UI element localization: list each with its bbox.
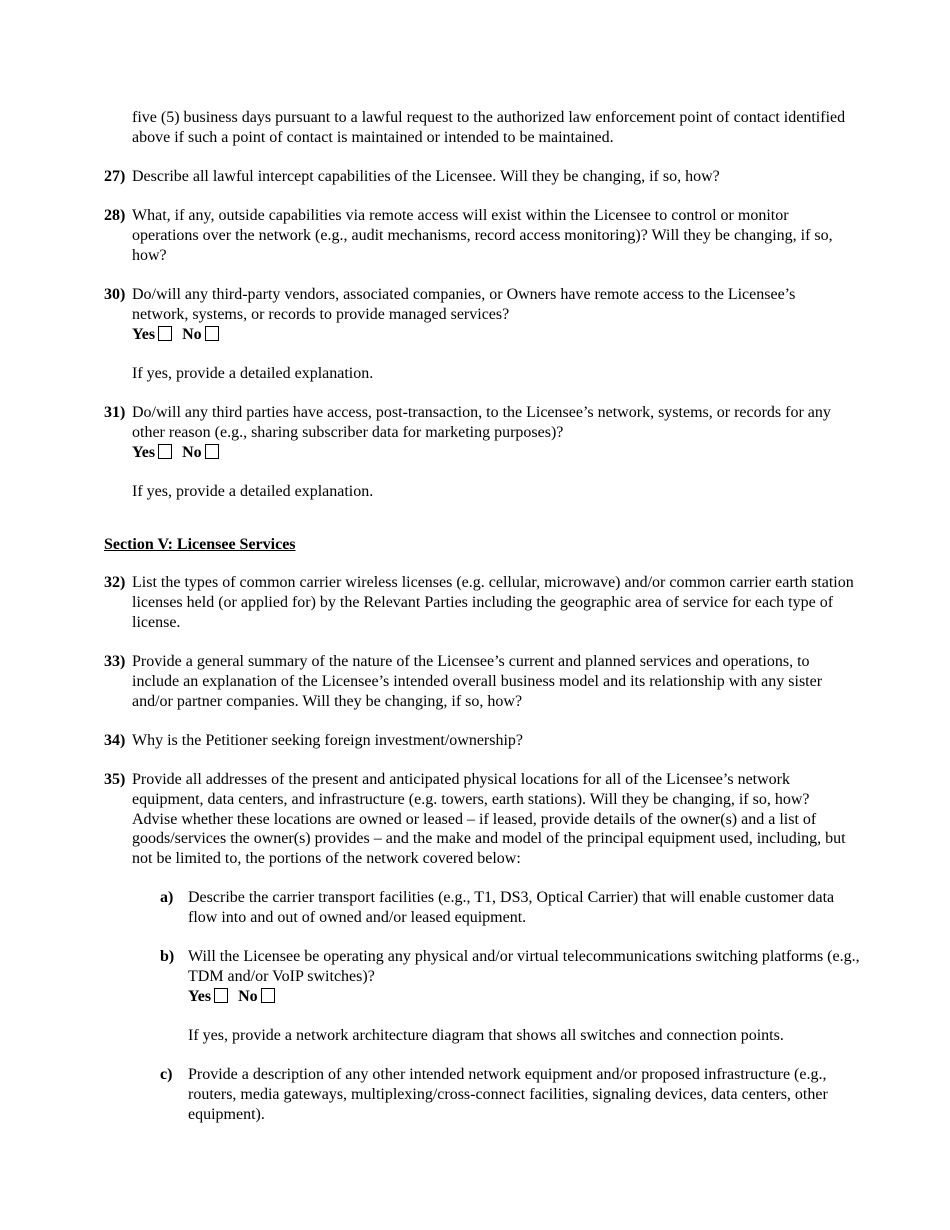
question-text: Provide a general summary of the nature of the Licensee’s current and planned services and operations, to include an explanation of the Licensee’s intended overall business model and its relationship with any sister and/or partner companies. Will they be changing, if so, how? — [132, 653, 823, 710]
question-text: Do/will any third-party vendors, associated companies, or Owners have remote access to the Licensee’s network, systems, or records to provide managed services? — [132, 286, 796, 323]
no-label: No — [182, 325, 202, 343]
yes-label: Yes — [188, 987, 212, 1005]
intro-paragraph: five (5) business days pursuant to a lawful request to the authorized law enforcement point of contact identified above if such a point of contact is maintained or intended to be maintained. — [132, 109, 846, 146]
subquestion-text: Describe the carrier transport facilities (e.g., T1, DS3, Optical Carrier) that will enable customer data flow into and out of owned and/or leased equipment. — [188, 889, 835, 926]
yes-label: Yes — [132, 325, 156, 343]
subquestion-letter: a) — [160, 889, 174, 906]
yes-no-choice — [188, 987, 860, 1007]
subquestion-text: Will the Licensee be operating any physical and/or virtual telecommunications switching platforms (e.g., TDM and/or VoIP switches)? — [188, 948, 860, 985]
subquestion-letter: c) — [160, 1066, 173, 1083]
section-heading: Section V: Licensee Services — [104, 536, 296, 553]
question-text: Why is the Petitioner seeking foreign investment/ownership? — [132, 732, 524, 749]
yes-no-choice — [132, 443, 854, 463]
question-31 — [104, 403, 854, 502]
subquestion-text: Provide a description of any other intended network equipment and/or proposed infrastructure (e.g., routers, media gateways, multiplexing/cross-connect facilities, signaling devices, data centers, other equipment). — [188, 1066, 828, 1123]
question-number: 30) — [104, 286, 126, 303]
subquestion-letter: b) — [160, 948, 175, 965]
yes-label: Yes — [132, 443, 156, 461]
followup-text: If yes, provide a network architecture diagram that shows all switches and connection points. — [188, 1027, 784, 1045]
question-27 — [104, 167, 854, 187]
question-number: 35) — [104, 771, 126, 788]
subquestion-a — [160, 888, 860, 928]
question-text: List the types of common carrier wireless licenses (e.g. cellular, microwave) and/or common carrier earth station licenses held (or applied for) by the Relevant Parties including the geographic area of service for each type of license. — [132, 574, 854, 631]
no-label: No — [182, 443, 202, 461]
question-text: What, if any, outside capabilities via remote access will exist within the Licensee to control or monitor operations over the network (e.g., audit mechanisms, record access monitoring)? Will they be changing, if so, how? — [132, 207, 833, 264]
question-number: 31) — [104, 404, 126, 421]
no-checkbox[interactable] — [261, 988, 275, 1003]
no-checkbox[interactable] — [205, 444, 219, 459]
question-number: 33) — [104, 653, 126, 670]
question-number: 32) — [104, 574, 126, 591]
no-label: No — [238, 987, 258, 1005]
question-text: Do/will any third parties have access, post-transaction, to the Licensee’s network, systems, or records for any other reason (e.g., sharing subscriber data for marketing purposes)? — [132, 404, 831, 441]
question-33 — [104, 652, 854, 711]
question-number: 34) — [104, 732, 126, 749]
question-number: 27) — [104, 168, 126, 185]
question-35 — [104, 770, 854, 869]
yes-checkbox[interactable] — [214, 988, 228, 1003]
subquestion-b — [160, 947, 860, 1046]
question-32 — [104, 573, 854, 632]
yes-checkbox[interactable] — [158, 444, 172, 459]
question-number: 28) — [104, 207, 126, 224]
followup-text: If yes, provide a detailed explanation. — [132, 483, 374, 501]
question-28 — [104, 206, 854, 265]
yes-no-choice — [132, 325, 854, 345]
no-checkbox[interactable] — [205, 326, 219, 341]
followup-text: If yes, provide a detailed explanation. — [132, 365, 374, 383]
question-34 — [104, 731, 854, 751]
yes-checkbox[interactable] — [158, 326, 172, 341]
question-text: Describe all lawful intercept capabilities of the Licensee. Will they be changing, if so, how? — [132, 168, 720, 185]
question-30 — [104, 285, 854, 384]
subquestion-c — [160, 1065, 860, 1124]
question-text: Provide all addresses of the present and anticipated physical locations for all of the Licensee’s network equipment, data centers, and infrastructure (e.g. towers, earth stations). Will they be changing, if so, how? Advise whether these locations are owned or leased – if leased, provide details of the owner(s) and a list of goods/services the owner(s) provides – and the make and model of the principal equipment used, including, but not be limited to, the portions of the network covered below: — [132, 771, 846, 868]
